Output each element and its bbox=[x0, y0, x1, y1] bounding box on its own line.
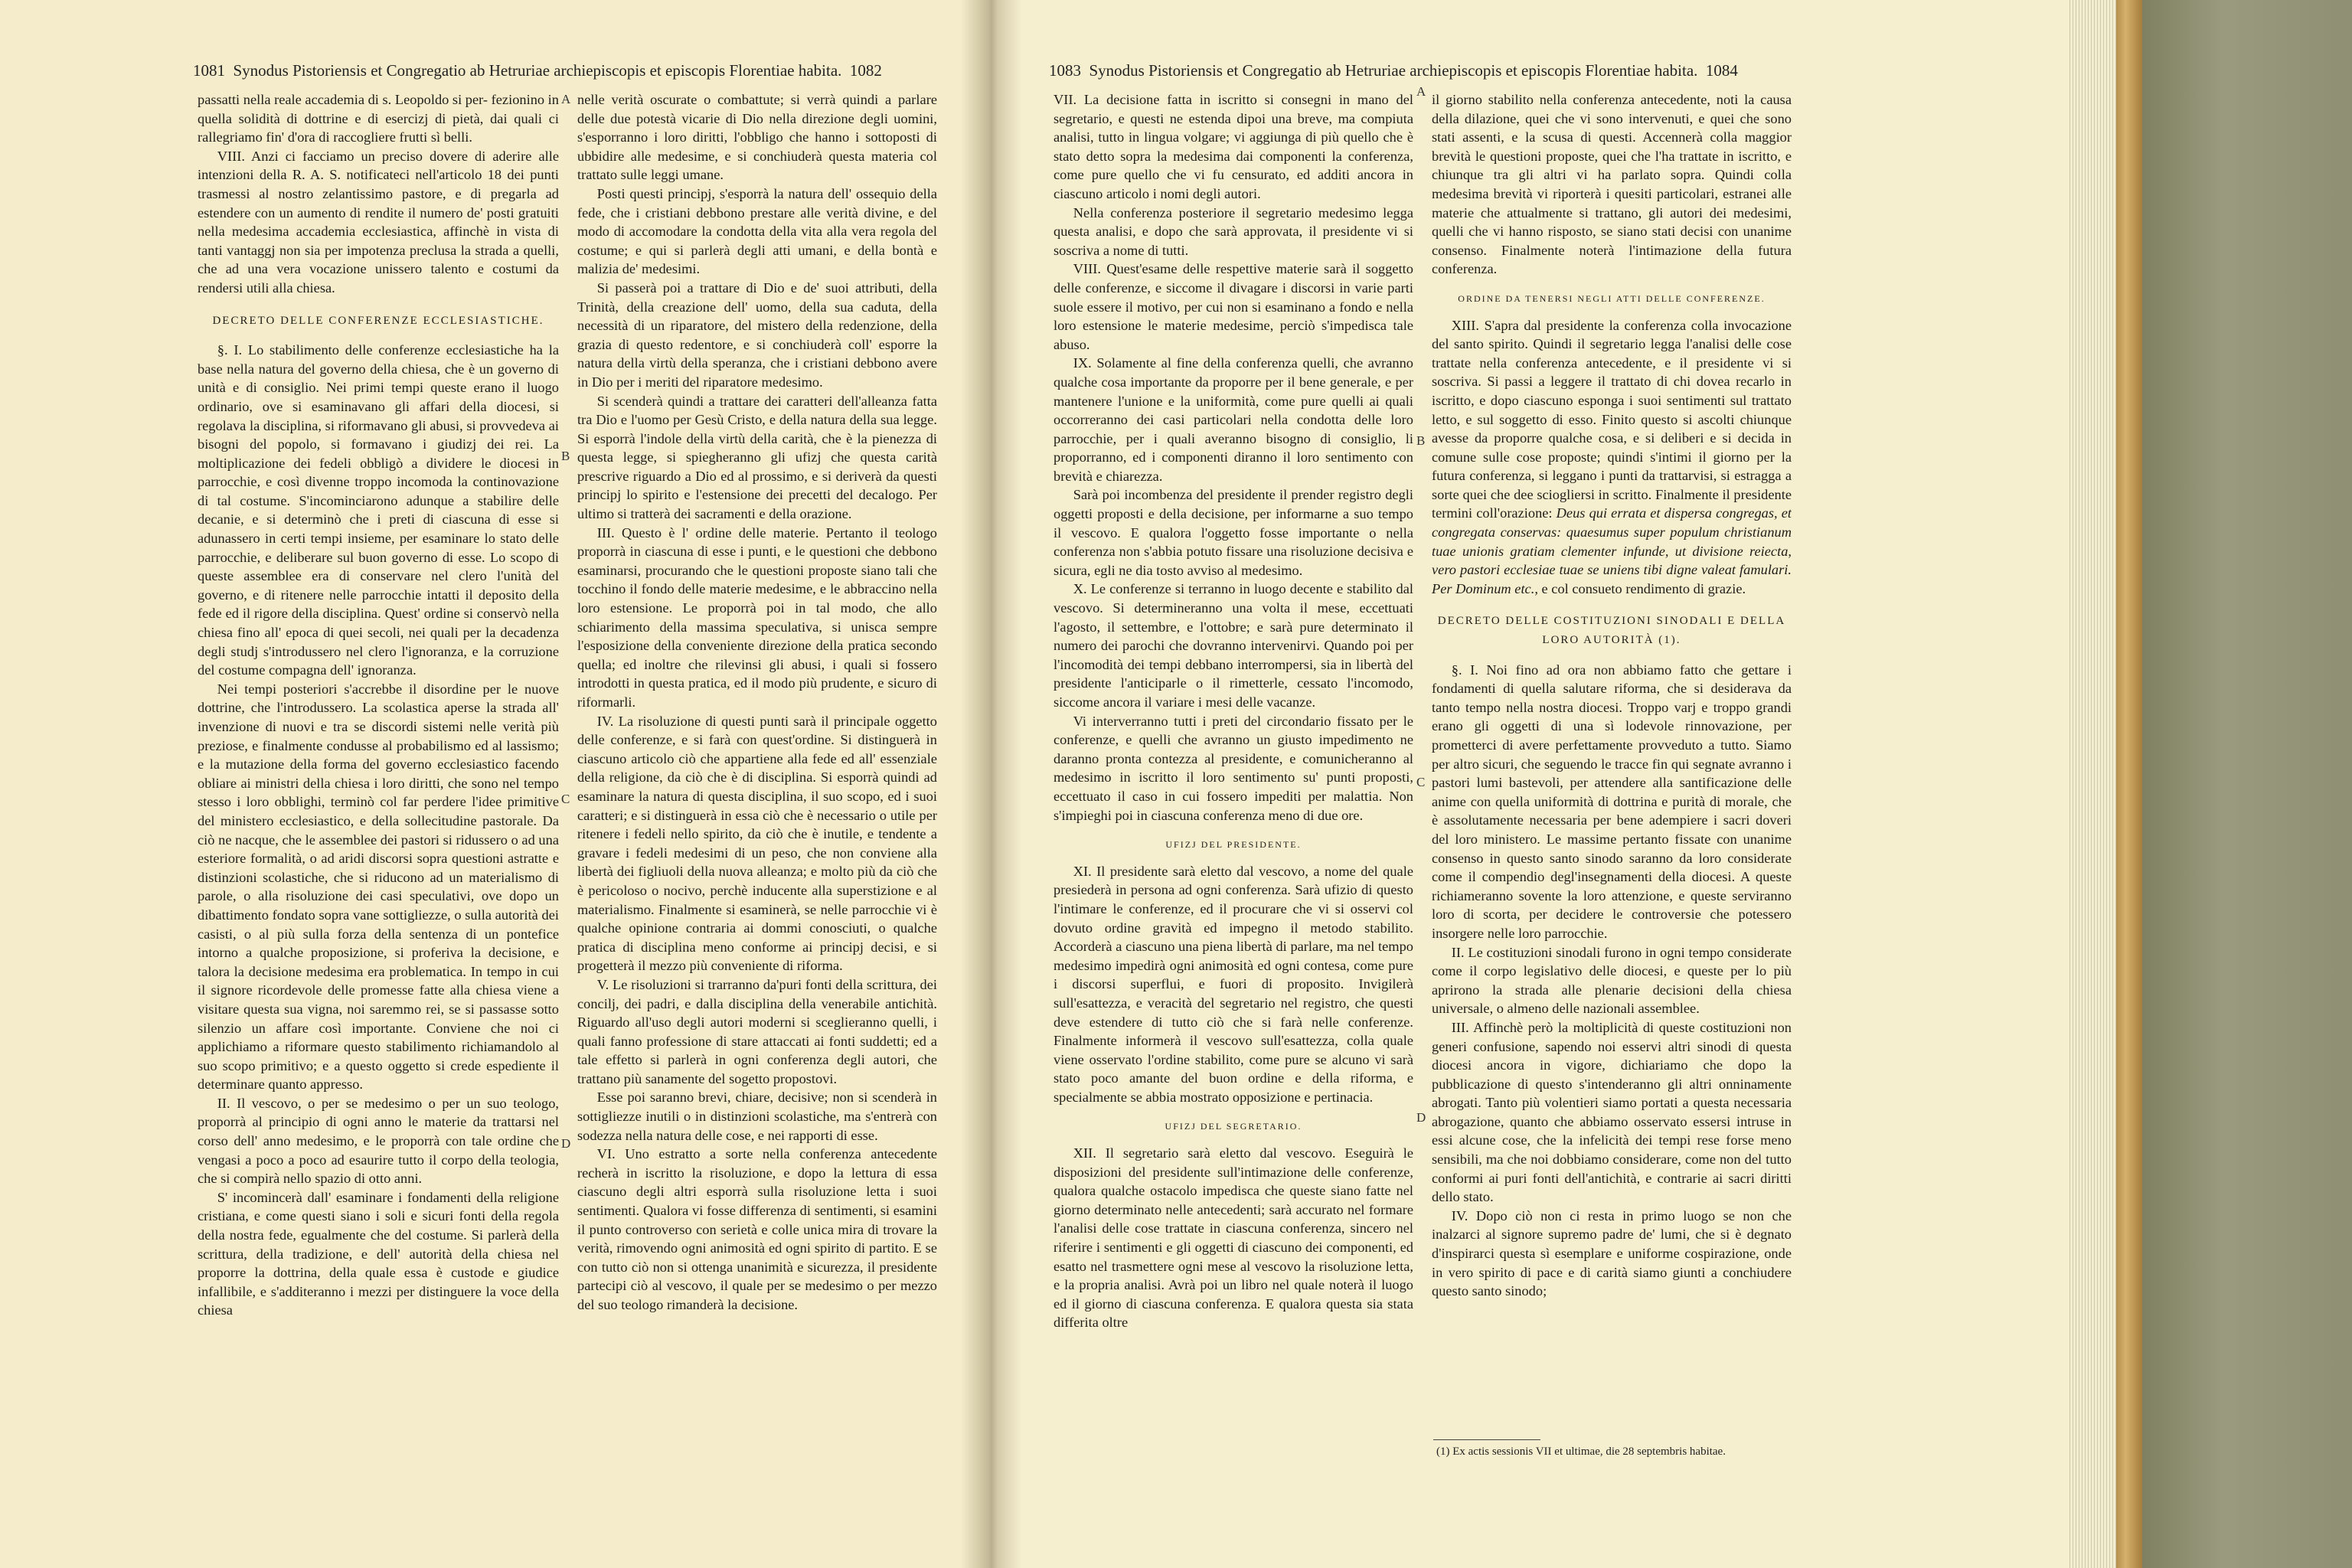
paragraph: Nei tempi posteriori s'accrebbe il disordine per le nuove dottrine, che l'introdussero. La scolastica aperse la strada all' invenzione di nuovi e tra se discordi sistemi nelle verità più preziose, e finalmente condusse al probabilismo ed al lassismo; e la mutazione della forma del governo ecclesiastico facendo obliare ai ministri della chiesa i loro diritti, che sono nel tempo stesso i loro obblighi, terminò col far perdere l'idee primitive del ministero ecclesiastico, e della sollecitudine pastorale. Da ciò ne nacque, che le assemblee dei pastori si ridussero o ad una esteriore formalità, o ad aridi discorsi sopra questioni astratte e distinzioni scolastiche, che si riducono ad un materialismo di parole, o alla risoluzione dei casi speculativi, ove dopo un dibattimento fondato sopra vane sottigliezze, o sulla autorità dei casisti, o al più sulla forza della sentenza di un pontefice intorno a qualche proposizione, si proferiva la decisione, e talora la decisione medesima era problematica. In tempo in cui il signore ricordevole delle promesse fatte alla chiesa viene a visitare questa sua vigna, noi saremmo rei, se si passasse sotto silenzio un affare così importante. Conviene che noi ci applichiamo a riformare questo stabilimento richiamandolo al suo scopo primitivo; e a questo oggetto si crede espediente il determinare quanto appresso. bbox=[198, 681, 559, 1093]
section-heading: DECRETO DELLE CONFERENZE ECCLESIASTICHE. bbox=[212, 314, 544, 327]
column-marker-c: C bbox=[561, 792, 570, 806]
paragraph: Posti questi principj, s'esporrà la natura dell' ossequio della fede, che i cristiani debbono prestare alle verità divine, e del modo di accomodare la condotta della vita alla vera regola del costume; e qui si parlerà degli atti umani, e della bontà e malizia de' medesimi. bbox=[577, 185, 937, 277]
paragraph-text: XIII. S'apra dal presidente la conferenza colla invocazione del santo spirito. Quindi il segretario legga l'analisi delle cose trattate nella conferenza antecedente, e il presidente vi si soscriva. Si passi a leggere il trattato di chi dovea recarlo in iscritto, e dopo ciascuno esponga i suoi sentimenti sul trattato letto, e sul soggetto di esso. Finito questo si ascolti chiunque avesse da proporre qualche cosa, e si deliberi e si decida in comune sulle cose proposte; quindi s'intimi il giorno per la futura conferenza, si leggano i punti da trattarvisi, si estragga a sorte quei che dee sciogliersi in scritto. Finalmente il presidente termini coll'orazione: bbox=[1432, 317, 1792, 521]
footnote: (1) Ex actis sessionis VII et ultimae, die 28 septembris habitae. bbox=[1436, 1446, 1726, 1458]
paragraph: III. Questo è l' ordine delle materie. Pertanto il teologo proporrà in ciascuna di esse i punti, e le questioni che debbono esaminarsi, procurando che le questioni proposte siano tali che tocchino il fondo delle materie medesime, e le abbraccino nella loro estensione. Le proporrà poi in tal modo, che allo schiarimento della massima speculativa, si unisca sempre l'esposizione della conveniente direzione della pratica secondo quella; ed inoltre che rilevinsi gli abusi, i quali si fossero introdotti in questa pratica, ed il modo più prudente, e sicuro di riformarli. bbox=[577, 524, 937, 710]
paragraph: III. Affinchè però la moltiplicità di queste costituzioni non generi confusione, sapendo noi esservi altri sinodi di questa diocesi ancora in vigore, dichiariamo che dopo la pubblicazione di questo s'intenderanno gli altri onninamente abrogati. Tanto più volentieri siamo portati a questa necessaria abrogazione, quanto che abbiamo osservato essersi intruse in essi alcune cose, che la infelicità dei tempi rese forse meno sensibili, ma che noi dobbiamo considerare, come non del tutto conformi ai puri fonti dell'antichità, e contrarie ai sacri diritti dello stato. bbox=[1432, 1019, 1792, 1205]
page-number-1082: 1082 bbox=[849, 61, 882, 80]
paragraph: il giorno stabilito nella conferenza antecedente, noti la causa della dilazione, quei che vi sono intervenuti, e quei che sono stati assenti, e la scusa di questi. Accennerà colla maggior brevità le questioni proposte, quei che l'ha trattate in iscritto, e chiunque tra gli altri vi ha parlato sopra. Quindi colla medesima brevità vi riporterà i quesiti particolari, estranei alle materie che attualmente si trattano, gli autori dei medesimi, quelli che vi hanno risposto, se siano stati decisi con unanime consenso. Finalmente noterà l'intimazione della futura conferenza. bbox=[1432, 92, 1792, 277]
paragraph: §. I. Lo stabilimento delle conferenze ecclesiastiche ha la base nella natura del governo della chiesa, che è un governo di unità e di consiglio. Nei primi tempi queste erano il luogo ordinario, ove si esaminavano gli affari della diocesi, si regolava la disciplina, si riformavano gli abusi, si provvedeva ai bisogni del popolo, si formavano i giudizj dei rei. La moltiplicazione dei fedeli obbligò a dividere le diocesi in parrocchie, e così divenne troppo incomoda la continovazione di tal costume. S'incominciarono adunque a stabilire delle decanie, e si determinò che i preti di ciascuna di esse si adunassero in certi tempi insieme, per esaminare lo stato delle parrocchie, e deliberare sul buon governo di esse. Lo scopo di queste assemblee era di conservare nel clero l'unità del governo, e di ritenere nelle parrocchie intatti il deposito della fede ed il rigore della disciplina. Quest' ordine si conservò nella chiesa fino all' epoca di quei secoli, nei quali per la decadenza degli studj s'introdussero nel clero l'ignoranza, e la corruzione del costume compagna dell' ignoranza. bbox=[198, 342, 559, 678]
book-gutter-shadow bbox=[961, 0, 1022, 1568]
column-4 bbox=[1432, 90, 1792, 1430]
column-2 bbox=[577, 90, 937, 1491]
paragraph: Esse poi saranno brevi, chiare, decisive; non si scenderà in sottigliezze inutili o in distinzioni scolastiche, ma s'entrerà con sodezza nella natura delle cose, e nei rapporti di esse. bbox=[577, 1089, 937, 1143]
page-number-1084: 1084 bbox=[1705, 61, 1738, 80]
paragraph: S' incomincerà dall' esaminare i fondamenti della religione cristiana, e come questi siano i soli e sicuri fonti della regola della nostra fede, egualmente che del costume. Si parlerà della scrittura, della tradizione, e dell' autorità della chiesa nel proporre la dottrina, della quale essa è custode e giudice infallibile, e s'additeranno i mezzi per distinguere la voce della chiesa bbox=[198, 1189, 559, 1318]
column-marker-b: B bbox=[1416, 433, 1426, 448]
paragraph: II. Le costituzioni sinodali furono in ogni tempo considerate come il corpo legislativo delle diocesi, e queste per lo più aprirono la strada alle plenarie decisioni della chiesa universale, o almeno delle nazionali assemblee. bbox=[1432, 944, 1792, 1017]
paragraph: VIII. Quest'esame delle respettive materie sarà il soggetto delle conferenze, e siccome il divagare i discorsi in varie parti suole essere il motivo, per cui non si esaminano a fondo e nella loro estensione le materie medesime, perciò s'impedisca tale abuso. bbox=[1054, 261, 1413, 352]
paragraph: Nella conferenza posteriore il segretario medesimo legga questa analisi, e dopo che sarà approvata, il presidente vi si soscriva a nome di tutti. bbox=[1054, 204, 1413, 258]
paragraph-text: e col consueto rendimento di grazie. bbox=[1537, 580, 1746, 596]
left-page-header bbox=[193, 61, 951, 84]
column-marker-c: C bbox=[1416, 775, 1426, 789]
prayer-text: Deus qui errata et dispersa congregas, et congregata conservas: quaesumus super populum christianum tuae unionis gratiam clementer infunde, ut divisione reiecta, vero pastori ecclesiae tuae se uniens tibi digne valeat famulari. Per Dominum etc., bbox=[1432, 505, 1792, 596]
paragraph: IV. Dopo ciò non ci resta in primo luogo se non che inalzarci al signore supremo padre de' lumi, che si è degnato d'inspirarci questa sì esemplare e uniforme cospirazione, onde in vero spirito di pace e di carità siamo giunti a conchiudere questo santo sinodo; bbox=[1432, 1207, 1792, 1299]
paragraph: VII. La decisione fatta in iscritto si consegni in mano del segretario, e questi ne estenda dipoi una breve, ma compiuta analisi, tutto in lingua volgare; vi aggiunga di più quello che è stato detto sopra la medesima dai componenti la conferenza, come pure quello che vi fu censurato, ed additi ancora in ciascuno articolo i nomi degli autori. bbox=[1054, 92, 1413, 201]
column-1 bbox=[198, 90, 559, 1491]
page-number-1083: 1083 bbox=[1049, 61, 1081, 80]
paragraph: §. I. Noi fino ad ora non abbiamo fatto che gettare i fondamenti di quella salutare riforma, che si desiderava da tanto tempo nella nostra diocesi. Troppo varj e troppo grandi erano gli oggetti di una sì lodevole rinnovazione, per prometterci di avere perfettamente provveduto a tutto. Siamo per altro sicuri, che seguendo le tracce fin qui segnate avranno i pastori lumi bastevoli, per attendere alla santificazione delle anime con quella uniformità di dottrina e purità di morale, che è assolutamente necessaria per bene adempiere i sacri doveri del loro ministero. Le massime pertanto fissate con unanime consenso in questo santo sinodo saranno da loro considerate come il compendio degl'insegnamenti della diocesi. A queste richiameranno sovente la loro attenzione, e queste serviranno loro di scorta, per decidere le controversie che potessero insorgere nelle loro parrocchie. bbox=[1432, 662, 1792, 941]
column-marker-a: A bbox=[561, 92, 571, 106]
paragraph: X. Le conferenze si terranno in luogo decente e stabilito dal vescovo. Si determineranno una volta il mese, eccettuati l'agosto, il settembre, e l'ottobre; e sarà pure determinato il numero dei parochi che dovranno intervenirvi. Quando poi per l'incomodità dei tempi debbano interrompersi, sia in libertà del presidente l'anticiparle o il rimetterle, cessato l'incomodo, siccome ancora il variare i mesi delle vacanze. bbox=[1054, 581, 1413, 710]
background-surface bbox=[2136, 0, 2352, 1568]
section-heading: UFIZJ DEL PRESIDENTE. bbox=[1165, 839, 1302, 851]
paragraph: Sarà poi incombenza del presidente il prender registro degli oggetti proposti e della decisione, per informarne a suo tempo il vescovo. E qualora l'oggetto fosse importante o nella conferenza non s'abbia potuto fissare una risoluzione decisiva e sicura, egli ne dia tosto avviso al medesimo. bbox=[1054, 487, 1413, 578]
paragraph: passatti nella reale accademia di s. Leopoldo si per- fezionino in quella solidità di dottrine e di esercizj di pietà, dai quali ci rallegriamo fin' d'ora di raccogliere frutti sì belli. bbox=[198, 92, 559, 145]
running-title: Synodus Pistoriensis et Congregatio ab Hetruriae archiepiscopis et episcopis Florentiae habita. bbox=[233, 61, 842, 80]
paragraph: Si scenderà quindi a trattare dei caratteri dell'alleanza fatta tra Dio e l'uomo per Gesù Cristo, e della natura della sua legge. Si esporrà l'indole della virtù della carità, che è la pienezza di questa legge, si spiegheranno gli ufizj che questa carità prescrive riguardo a Dio ed al prossimo, e si deriverà da questi principj lo spirito e l'estensione dei precetti del decalogo. Per ultimo si tratterà dei sacramenti e della orazione. bbox=[577, 393, 937, 522]
book-spine bbox=[2115, 0, 2142, 1568]
left-page bbox=[0, 0, 989, 1568]
paragraph: IX. Solamente al fine della conferenza quelli, che avranno qualche cosa importante da proporre per il bene generale, e per mantenere l'unione e la uniformità, come pure quelli ai quali occorreranno dei casi particolari nella condotta delle loro parrocchie, per i quali averanno bisogno di consiglio, li proporranno, ed i componenti diranno il loro sentimento con brevità e chiarezza. bbox=[1054, 355, 1413, 484]
section-heading: DECRETO DELLE COSTITUZIONI SINODALI E DELLA LORO AUTORITÀ (1). bbox=[1437, 615, 1786, 647]
paragraph: VIII. Anzi ci facciamo un preciso dovere di aderire alle intenzioni della R. A. S. notificateci nell'articolo 18 dei punti trasmessi al nostro zelantissimo pastore, e di pregarla ad estendere con un aumento di rendite il numero de' posti gratuiti nella medesima accademia ecclesiastica, affinchè in vista di tanti vantaggj non sia per impotenza preclusa la strada a quelli, che ad una vera vocazione unissero talento e costumi da rendersi utili alla chiesa. bbox=[198, 148, 559, 296]
section-heading: UFIZJ DEL SEGRETARIO. bbox=[1165, 1121, 1302, 1132]
paragraph: Vi interverranno tutti i preti del circondario fissato per le conferenze, e quelli che avranno un giusto impedimento ne daranno pronta contezza al presidente, e comunicheranno al medesimo in iscritto il loro sentimento su' punti proposti, eccettuato il caso in cui fossero impediti per malattia. Non s'impieghi poi in ciascuna conferenza meno di due ore. bbox=[1054, 713, 1413, 823]
footnote-rule bbox=[1433, 1439, 1540, 1440]
paragraph: II. Il vescovo, o per se medesimo o per un suo teologo, proporrà al principio di ogni anno le materie da trattarsi nel corso dell' anno medesimo, e le proporrà con tale ordine che vengasi a poco a poco ad esaurire tutto il corpo della teologia, che si compirà nello spazio di otto anni. bbox=[198, 1095, 559, 1187]
paragraph: nelle verità oscurate o combattute; si verrà quindi a parlare delle due potestà vicarie di Dio nella direzione degli uomini, s'esporranno i loro diritti, l'obbligo che hanno i sottoposti di ubbidire alle medesime, e si conchiuderà questa materia col trattato sulle leggi umane. bbox=[577, 92, 937, 183]
page-edges bbox=[2067, 0, 2116, 1568]
paragraph: Si passerà poi a trattare di Dio e de' suoi attributi, della Trinità, della creazione dell' uomo, della sua caduta, della necessità di un riparatore, del mistero della redenzione, della grazia di questo redentore, e si conchiuderà coll' esporre la natura della virtù della speranza, che i cristiani debbono avere in Dio per i meriti del riparatore medesimo. bbox=[577, 279, 937, 390]
paragraph: XII. Il segretario sarà eletto dal vescovo. Eseguirà le disposizioni del presidente sull'intimazione delle conferenze, qualora qualche ostacolo impedisca che queste siano fatte nel giorno determinato nelle antecedenti; sarà accurato nel formare l'analisi delle cose trattate in ciascuna conferenza, sincero nel riferire i sentimenti e gli oggetti di ciascuno dei componenti, ed esatto nel trasmettere ogni mese al vescovo la risoluzione letta, e la propria analisi. Avrà poi un libro nel quale noterà il luogo ed il giorno di ciascuna conferenza. E qualora questa sia stata differita oltre bbox=[1054, 1145, 1413, 1331]
paragraph: XI. Il presidente sarà eletto dal vescovo, a nome del quale presiederà in persona ad ogni conferenza. Sarà ufizio di questo l'intimare le conferenze, ed il procurare che vi si osservi col dovuto ordine gravità ed impegno il metodo stabilito. Accorderà a ciascuno una piena libertà di parlare, ma nel tempo medesimo impedirà ogni animosità ed ogni contesa, come pure i discorsi superflui, e fuori di proposito. Invigilerà sull'esattezza, e veracità del segretario nel registro, che questi deve estendere di tutto ciò che si farà nelle conferenze. Finalmente informerà il vescovo sull'esattezza, colla quale viene osservato l'ordine stabilito, come pure se alcuno vi sarà stato poco amante del buon ordine e della riforma, e specialmente se abbia mostrato opposizione e pertinacia. bbox=[1054, 863, 1413, 1105]
page-number-1081: 1081 bbox=[193, 61, 225, 80]
right-page-header bbox=[1049, 61, 1815, 84]
running-title: Synodus Pistoriensis et Congregatio ab Hetruriae archiepiscopis et episcopis Florentiae habita. bbox=[1089, 61, 1698, 80]
paragraph bbox=[1432, 316, 1792, 599]
column-3 bbox=[1054, 90, 1413, 1491]
column-marker-d: D bbox=[1416, 1110, 1426, 1125]
column-marker-a: A bbox=[1416, 84, 1426, 99]
right-page bbox=[989, 0, 2069, 1568]
column-marker-d: D bbox=[561, 1136, 571, 1151]
paragraph: VI. Uno estratto a sorte nella conferenza antecedente recherà in iscritto la risoluzione, e dopo la lettura di essa ciascuno degli altri esporrà sulla risoluzione letta i suoi sentimenti. Qualora vi fosse differenza di sentimenti, si esamini il punto controverso con serietà e colle unica mira di trovare la verità, rimovendo ogni animosità ed ogni spirito di partito. E se con tutto ciò non si ottenga unanimità e sicurezza, il presidente partecipi ciò al vescovo, il quale per se medesimo o per mezzo del suo teologo rimanderà la decisione. bbox=[577, 1146, 937, 1312]
paragraph: V. Le risoluzioni si trarranno da'puri fonti della scrittura, dei concilj, dei padri, e dalla disciplina della venerabile antichità. Riguardo all'uso degli autori moderni si sceglieranno quelli, i quali fanno professione di stare attaccati ai fonti suddetti; ed a tale effetto si parlerà in ogni conferenza degli autori, che trattano più sanamente del sogetto propostovi. bbox=[577, 976, 937, 1086]
section-heading: ORDINE DA TENERSI NEGLI ATTI DELLE CONFERENZE. bbox=[1458, 292, 1766, 304]
column-marker-b: B bbox=[561, 449, 570, 463]
paragraph: IV. La risoluzione di questi punti sarà il principale oggetto delle conferenze, e si farà con quest'ordine. Si distinguerà in ciascuno articolo ciò che appartiene alla fede ed all' essenziale della religione, da ciò che è di disciplina. Si esporrà quindi ad esaminare la natura di questa disciplina, il suo scopo, ed i suoi caratteri; e si distinguerà in essa ciò che è necessario o utile per ritenere i fedeli nello spirito, da ciò che è inutile, e tendente a gravare i fedeli medesimi di un peso, che non conviene alla libertà dei figliuoli della nuova alleanza; e molto più da ciò che è pericoloso o nocivo, perchè inducente alla superstizione e al materialismo. Finalmente si esaminerà, se nelle parrocchie vi è qualche opinione contraria ai dommi conosciuti, o qualche pratica di disciplina meno conforme ai principj decisi, e si progetterà il mezzo più conveniente di riforma. bbox=[577, 713, 937, 974]
